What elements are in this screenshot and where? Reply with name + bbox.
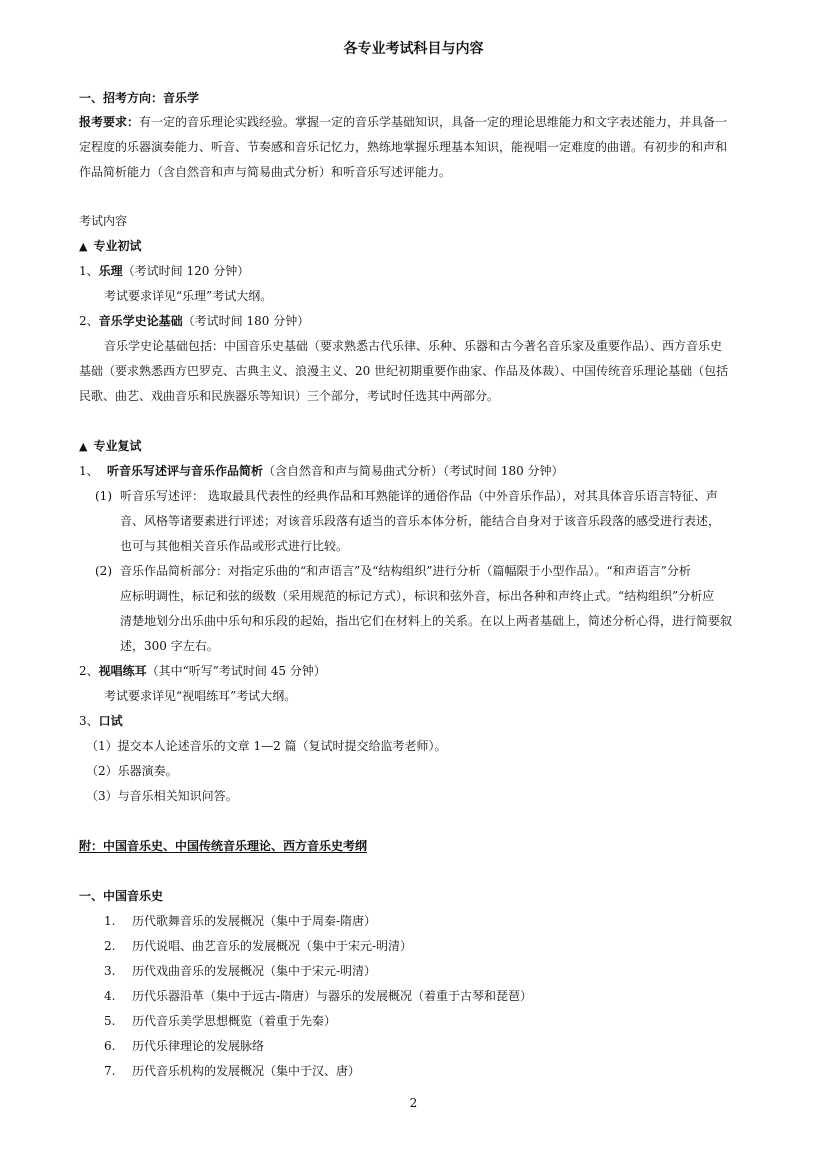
item-name: 乐理 [98,264,123,278]
history-theory-line-2: 基础（要求熟悉西方巴罗克、古典主义、浪漫主义、20 世纪初期重要作曲家、作品及体裁）、中国传统音乐理论基础（包括 [79,364,729,378]
list-item-number: 3. [104,964,116,978]
initial-exam-heading [79,238,751,255]
page-number: 2 [409,1096,418,1110]
item-name: 音乐学史论基础 [98,314,183,328]
exam-content-label: 考试内容 [79,214,128,228]
item-name: 视唱练耳 [98,664,147,678]
oral-item-1: （1）提交本人论述音乐的文章 1—2 篇（复试时提交给监考老师）。 [86,739,447,753]
item-number: 3、 [79,714,99,728]
requirements-text-1: 有一定的音乐理论实践经验。掌握一定的音乐学基础知识，具备一定的理论思维能力和文字表述能力，并具备一 [139,115,728,129]
oral-item-2: （2）乐器演奏。 [86,764,178,778]
list-item-number: 1. [104,914,116,928]
list-item-text: 历代音乐机构的发展概况（集中于汉、唐） [132,1064,361,1078]
item-rest: （含自然音和声与简易曲式分析）（考试时间 180 分钟） [263,464,564,478]
list-item-number: 4. [104,989,116,1003]
appendix-heading: 附：中国音乐史、中国传统音乐理论、西方音乐史考纲 [79,839,368,853]
section-heading-music-studies: 一、招考方向：音乐学 [79,91,200,105]
item-time: （考试时间 120 分钟） [122,264,250,278]
item-time: （考试时间 180 分钟） [182,314,310,328]
solfege-description: 考试要求详见“视唱练耳”考试大纲。 [104,689,297,703]
item-name: 口试 [98,714,123,728]
list-item-text: 历代乐器沿革（集中于远古-隋唐）与器乐的发展概况（着重于古琴和琵琶） [132,989,533,1003]
sub1-line-3: 也可与其他相关音乐作品或形式进行比较。 [120,539,349,553]
history-theory-line-3: 民歌、曲艺、戏曲音乐和民族器乐等知识）三个部分，考试时任选其中两部分。 [79,389,500,403]
page-title: 各专业考试科目与内容 [343,41,484,57]
retest-item-oral [79,713,751,729]
chinese-music-history-heading: 一、中国音乐史 [79,889,164,903]
sub-item-number-1: (1) [95,489,112,503]
initial-item-history-theory [79,313,751,329]
initial-item-music-theory [79,263,751,279]
list-item-number: 5. [104,1014,116,1028]
triangle-bullet-icon: ▲ [79,240,88,253]
sub1-line-2: 音、风格等诸要素进行评述；对该音乐段落有适当的音乐本体分析，能结合自身对于该音乐段落的感受进行表述， [120,514,721,528]
item-number: 2、 [79,314,99,328]
requirements-line-1 [79,114,751,130]
list-item-text: 历代戏曲音乐的发展概况（集中于宋元-明清） [132,964,377,978]
oral-item-3: （3）与音乐相关知识问答。 [86,789,238,803]
list-item-number: 6. [104,1039,116,1053]
item-number: 1、 [79,464,99,478]
sub-item-number-2: (2) [95,564,112,578]
list-item-text: 历代乐律理论的发展脉络 [132,1039,265,1053]
triangle-bullet-icon: ▲ [79,440,88,453]
retest-item-solfege [79,663,751,679]
list-item-number: 7. [104,1064,116,1078]
requirements-line-3: 作品简析能力（含自然音和声与简易曲式分析）和听音乐写述评能力。 [79,165,452,179]
sub2-line-2: 应标明调性，标记和弦的级数（采用规范的标记方式），标识和弦外音，标出各种和声终止式。“结构组织”分析应 [120,589,715,603]
sub2-line-4: 述，300 字左右。 [120,639,219,653]
retest-heading-text: 专业复试 [93,439,142,453]
list-item-text: 历代说唱、曲艺音乐的发展概况（集中于宋元-明清） [132,939,413,953]
retest-item-listening-analysis [79,463,751,479]
list-item-text: 历代音乐美学思想概览（着重于先秦） [132,1014,337,1028]
requirements-line-2: 定程度的乐器演奏能力、听音、节奏感和音乐记忆力，熟练地掌握乐理基本知识，能视唱一定难度的曲谱。有初步的和声和 [79,140,728,154]
retest-heading [79,438,751,455]
sub2-line-1: 音乐作品简析部分：对指定乐曲的“和声语言”及“结构组织”进行分析（篇幅限于小型作品）。“和声语言”分析 [120,564,691,578]
sub2-line-3: 清楚地划分出乐曲中乐句和乐段的起始，指出它们在材料上的关系。在以上两者基础上，简述分析心得，进行简要叙 [120,614,733,628]
music-theory-description: 考试要求详见“乐理”考试大纲。 [104,289,273,303]
history-theory-line-1: 音乐学史论基础包括：中国音乐史基础（要求熟悉古代乐律、乐种、乐器和古今著名音乐家及重要作品）、西方音乐史 [104,339,723,353]
item-number: 1、 [79,264,99,278]
list-item-text: 历代歌舞音乐的发展概况（集中于周秦-隋唐） [132,914,377,928]
item-number: 2、 [79,664,99,678]
sub1-line-1: 听音乐写述评： 选取最具代表性的经典作品和耳熟能详的通俗作品（中外音乐作品），对其具体音乐语言特征、声 [120,489,718,503]
list-item-number: 2. [104,939,116,953]
item-name: 听音乐写述评与音乐作品简析 [107,464,264,478]
item-time: （其中“听写”考试时间 45 分钟） [146,664,326,678]
requirements-label: 报考要求： [79,115,140,129]
initial-exam-heading-text: 专业初试 [93,239,142,253]
